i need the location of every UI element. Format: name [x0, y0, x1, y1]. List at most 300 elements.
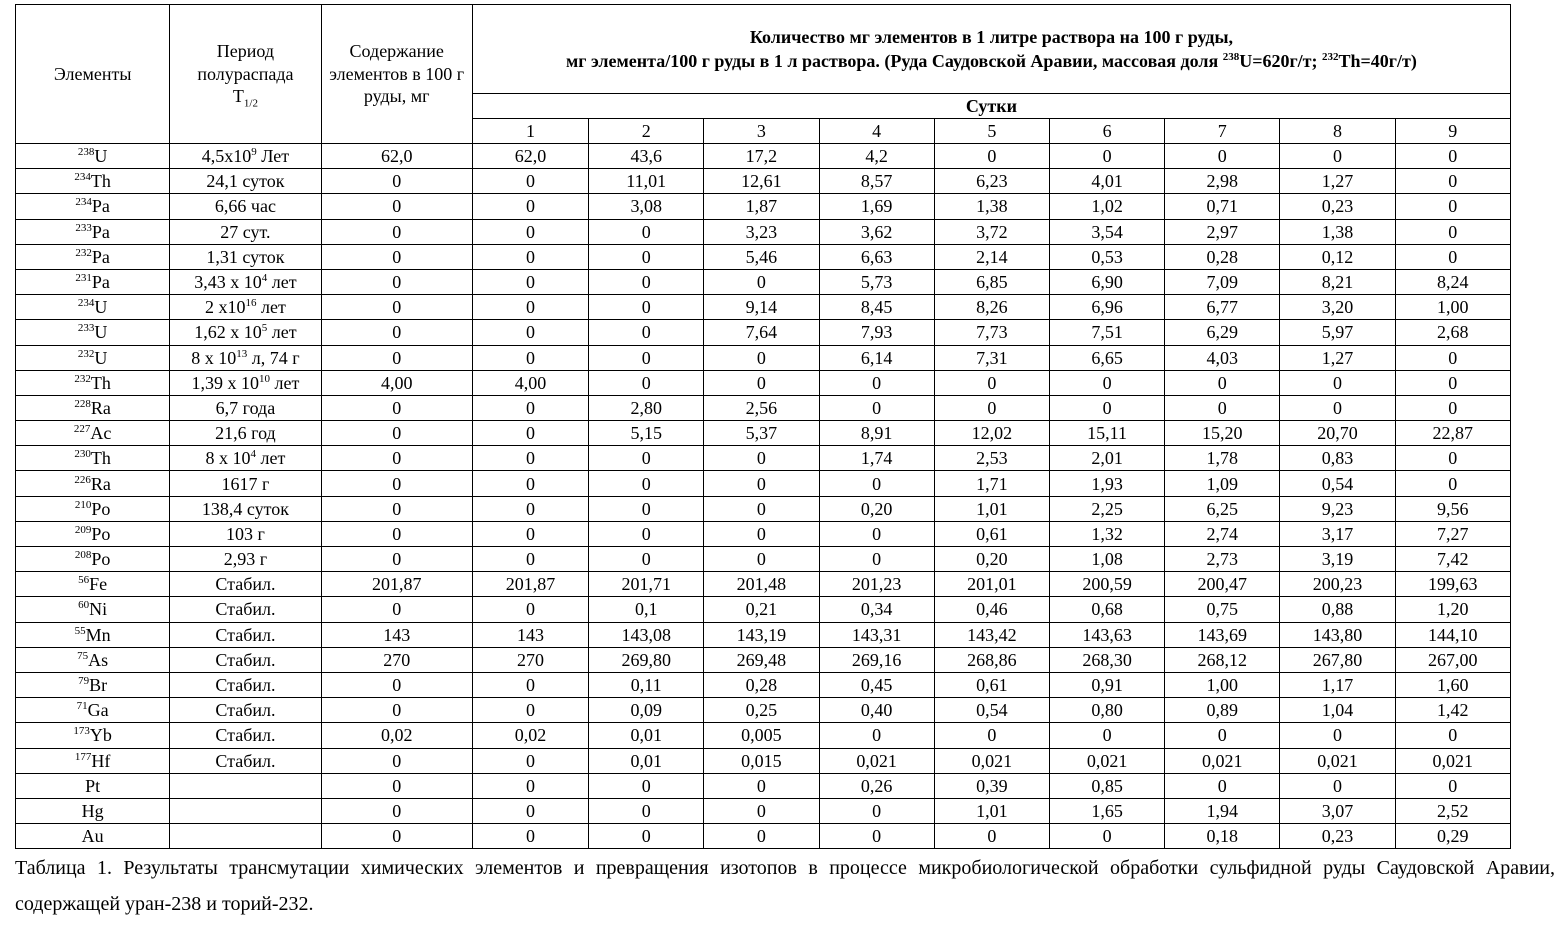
day-value-cell: 0,20: [819, 496, 934, 521]
day-value-cell: 143,19: [704, 622, 819, 647]
day-value-cell: 2,01: [1049, 446, 1164, 471]
day-value-cell: 9,14: [704, 295, 819, 320]
mass-number: 232: [74, 372, 91, 385]
day-value-cell: 2,97: [1165, 219, 1280, 244]
day-value-cell: 2,98: [1165, 169, 1280, 194]
day-value-cell: 268,30: [1049, 647, 1164, 672]
table-row: [16, 370, 1511, 395]
day-value-cell: 2,73: [1165, 547, 1280, 572]
day-value-cell: 0: [472, 446, 588, 471]
day-value-cell: 0: [704, 547, 819, 572]
day-value-cell: 0: [472, 194, 588, 219]
element-symbol: Br: [89, 675, 108, 696]
day-value-cell: 0,54: [934, 698, 1049, 723]
day-value-cell: 143,69: [1165, 622, 1280, 647]
table-row: [16, 723, 1511, 748]
day-value-cell: 6,96: [1049, 295, 1164, 320]
mass-number: 238: [77, 146, 95, 159]
day-value-cell: 144,10: [1395, 622, 1510, 647]
day-value-cell: 1,27: [1280, 345, 1395, 370]
day-value-cell: 5,97: [1280, 320, 1395, 345]
day-value-cell: 200,59: [1049, 572, 1164, 597]
table-caption: Таблица 1. Результаты трансмутации химических элементов и превращения изотопов в процессе микробиологической обработки сульфидной руды Саудовской Аравии, содержащей уран-238 и торий-232.: [15, 857, 1555, 915]
day-value-cell: 0: [1395, 194, 1510, 219]
day-value-cell: 1,02: [1049, 194, 1164, 219]
day-value-cell: 0: [819, 521, 934, 546]
main-header-line1: Количество мг элементов в 1 литре раствора на 100 г руды,: [749, 26, 1234, 47]
day-value-cell: 0: [1165, 723, 1280, 748]
day-value-cell: 1,93: [1049, 471, 1164, 496]
day-value-cell: 1,60: [1395, 672, 1510, 697]
content-cell: 0: [321, 798, 472, 823]
element-cell: [16, 421, 170, 446]
table-row: [16, 622, 1511, 647]
day-value-cell: 1,09: [1165, 471, 1280, 496]
element-cell: [16, 748, 170, 773]
day-value-cell: 0: [589, 496, 704, 521]
element-cell: [16, 471, 170, 496]
day-number-header: 4: [819, 119, 934, 144]
day-value-cell: 8,45: [819, 295, 934, 320]
element-cell: [16, 824, 170, 849]
table-row: [16, 597, 1511, 622]
day-value-cell: 0: [1280, 723, 1395, 748]
day-value-cell: 0: [1395, 219, 1510, 244]
day-value-cell: 0: [472, 773, 588, 798]
day-value-cell: 0,61: [934, 672, 1049, 697]
day-value-cell: 143,42: [934, 622, 1049, 647]
day-value-cell: 43,6: [589, 144, 704, 169]
day-value-cell: 0: [1165, 773, 1280, 798]
day-value-cell: 0: [589, 547, 704, 572]
element-cell: [16, 647, 170, 672]
halflife-subscript: 1/2: [243, 97, 258, 110]
exponent: 13: [236, 347, 248, 360]
element-cell: [16, 320, 170, 345]
element-cell: [16, 496, 170, 521]
exponent: 16: [245, 297, 257, 310]
halflife-cell: 3,43 x $10^4$ лет: [170, 269, 321, 294]
element-symbol: U: [94, 146, 108, 167]
day-value-cell: 0: [934, 370, 1049, 395]
day-value-cell: 3,07: [1280, 798, 1395, 823]
day-value-cell: 199,63: [1395, 572, 1510, 597]
content-cell: 4,00: [321, 370, 472, 395]
halflife-symbol: T: [232, 86, 244, 107]
element-cell: [16, 144, 170, 169]
day-value-cell: 2,74: [1165, 521, 1280, 546]
element-symbol: Hf: [91, 750, 111, 771]
mass-number: 79: [78, 675, 90, 688]
halflife-cell: 24,1 суток: [170, 169, 321, 194]
days-header: Сутки: [472, 94, 1510, 119]
day-value-cell: 0: [704, 471, 819, 496]
day-value-cell: 1,04: [1280, 698, 1395, 723]
halflife-cell: [170, 773, 321, 798]
content-cell: 0: [321, 269, 472, 294]
day-value-cell: 0: [1165, 144, 1280, 169]
day-value-cell: 0: [472, 471, 588, 496]
day-value-cell: 5,46: [704, 244, 819, 269]
day-value-cell: 200,23: [1280, 572, 1395, 597]
day-value-cell: 267,00: [1395, 647, 1510, 672]
element-cell: [16, 521, 170, 546]
day-value-cell: 0: [704, 824, 819, 849]
day-value-cell: 12,02: [934, 421, 1049, 446]
day-number-header: 6: [1049, 119, 1164, 144]
day-value-cell: 0,54: [1280, 471, 1395, 496]
day-value-cell: 0,015: [704, 748, 819, 773]
day-value-cell: 5,15: [589, 421, 704, 446]
day-value-cell: 1,38: [1280, 219, 1395, 244]
day-value-cell: 1,01: [934, 798, 1049, 823]
day-value-cell: 2,14: [934, 244, 1049, 269]
day-value-cell: 0: [472, 169, 588, 194]
table-row: [16, 244, 1511, 269]
day-value-cell: 0,34: [819, 597, 934, 622]
day-value-cell: 9,56: [1395, 496, 1510, 521]
day-value-cell: 0: [589, 471, 704, 496]
element-symbol: Th: [90, 171, 111, 192]
day-value-cell: 269,80: [589, 647, 704, 672]
element-symbol: Pa: [91, 196, 110, 217]
element-symbol: Ra: [90, 397, 111, 418]
day-value-cell: 1,69: [819, 194, 934, 219]
content-cell: 0: [321, 395, 472, 420]
day-value-cell: 143,80: [1280, 622, 1395, 647]
day-value-cell: 0: [704, 798, 819, 823]
day-value-cell: 0,021: [1395, 748, 1510, 773]
day-value-cell: 201,87: [472, 572, 588, 597]
results-table: [15, 4, 1511, 849]
day-number-header: 7: [1165, 119, 1280, 144]
day-value-cell: 2,68: [1395, 320, 1510, 345]
mass-number: 208: [74, 549, 92, 562]
day-value-cell: 0,89: [1165, 698, 1280, 723]
day-value-cell: 1,00: [1165, 672, 1280, 697]
day-value-cell: 0: [934, 723, 1049, 748]
day-value-cell: 0: [472, 521, 588, 546]
content-cell: 0: [321, 244, 472, 269]
mass-number: 227: [73, 423, 91, 436]
uranium-isotope-sup: 238: [1222, 51, 1240, 63]
day-value-cell: 0: [1280, 370, 1395, 395]
mass-number: 173: [73, 725, 90, 738]
day-value-cell: 267,80: [1280, 647, 1395, 672]
day-value-cell: 200,47: [1165, 572, 1280, 597]
content-cell: 0: [321, 547, 472, 572]
day-value-cell: 0: [1395, 471, 1510, 496]
table-row: [16, 647, 1511, 672]
day-value-cell: 0: [1049, 395, 1164, 420]
element-symbol: Pt: [85, 775, 101, 796]
day-value-cell: 1,74: [819, 446, 934, 471]
day-value-cell: 6,90: [1049, 269, 1164, 294]
day-value-cell: 0,02: [472, 723, 588, 748]
day-value-cell: 15,11: [1049, 421, 1164, 446]
day-value-cell: 17,2: [704, 144, 819, 169]
day-value-cell: 0: [589, 345, 704, 370]
table-row: [16, 471, 1511, 496]
day-value-cell: 1,42: [1395, 698, 1510, 723]
element-cell: [16, 395, 170, 420]
day-value-cell: 3,23: [704, 219, 819, 244]
day-value-cell: 0,40: [819, 698, 934, 723]
day-value-cell: 8,26: [934, 295, 1049, 320]
day-value-cell: 3,20: [1280, 295, 1395, 320]
mass-number: 56: [78, 574, 90, 587]
day-value-cell: 0: [1049, 824, 1164, 849]
halflife-cell: 27 сут.: [170, 219, 321, 244]
day-value-cell: 0: [819, 370, 934, 395]
content-cell: 0: [321, 219, 472, 244]
halflife-cell: 6,7 года: [170, 395, 321, 420]
day-value-cell: 0: [589, 295, 704, 320]
halflife-cell: Стабил.: [170, 672, 321, 697]
table-row: [16, 798, 1511, 823]
element-symbol: U: [94, 347, 108, 368]
exponent: 10: [259, 372, 271, 385]
day-value-cell: 0: [472, 269, 588, 294]
day-value-cell: 3,54: [1049, 219, 1164, 244]
day-value-cell: 0: [704, 345, 819, 370]
exponent: 4: [250, 448, 257, 461]
day-number-header: 9: [1395, 119, 1510, 144]
content-cell: 0: [321, 521, 472, 546]
day-value-cell: 0: [1395, 169, 1510, 194]
day-value-cell: 268,86: [934, 647, 1049, 672]
day-value-cell: 0: [589, 219, 704, 244]
table-row: [16, 320, 1511, 345]
day-value-cell: 0: [819, 471, 934, 496]
day-value-cell: 0: [472, 395, 588, 420]
day-value-cell: 7,93: [819, 320, 934, 345]
element-symbol: Po: [91, 549, 111, 570]
content-cell: 62,0: [321, 144, 472, 169]
day-value-cell: 12,61: [704, 169, 819, 194]
table-row: [16, 219, 1511, 244]
content-cell: 0: [321, 773, 472, 798]
mass-number: 226: [74, 473, 91, 486]
day-value-cell: 269,16: [819, 647, 934, 672]
day-value-cell: 4,03: [1165, 345, 1280, 370]
day-value-cell: 0,25: [704, 698, 819, 723]
content-cell: 201,87: [321, 572, 472, 597]
day-value-cell: 0,39: [934, 773, 1049, 798]
halflife-cell: Стабил.: [170, 723, 321, 748]
day-value-cell: 143: [472, 622, 588, 647]
day-value-cell: 268,12: [1165, 647, 1280, 672]
day-value-cell: 0: [589, 320, 704, 345]
day-value-cell: 6,23: [934, 169, 1049, 194]
day-value-cell: 0: [472, 219, 588, 244]
day-value-cell: 0: [589, 521, 704, 546]
halflife-cell: 138,4 суток: [170, 496, 321, 521]
thorium-isotope-sup: 232: [1322, 51, 1339, 63]
mass-number: 232: [77, 347, 95, 360]
day-value-cell: 0,80: [1049, 698, 1164, 723]
element-cell: [16, 672, 170, 697]
halflife-cell: 6,66 час: [170, 194, 321, 219]
day-value-cell: 0: [472, 698, 588, 723]
day-value-cell: 0: [704, 370, 819, 395]
day-value-cell: 0,01: [589, 748, 704, 773]
mass-number: 71: [76, 700, 88, 713]
halflife-cell: 1,31 суток: [170, 244, 321, 269]
element-cell: [16, 295, 170, 320]
day-value-cell: 5,37: [704, 421, 819, 446]
content-cell: 143: [321, 622, 472, 647]
day-value-cell: 22,87: [1395, 421, 1510, 446]
day-value-cell: 3,17: [1280, 521, 1395, 546]
day-value-cell: 143,08: [589, 622, 704, 647]
exponent: 4: [261, 272, 268, 285]
mass-number: 60: [78, 599, 90, 612]
day-value-cell: 1,27: [1280, 169, 1395, 194]
day-value-cell: 0,28: [704, 672, 819, 697]
element-cell: [16, 698, 170, 723]
element-symbol: Pa: [91, 221, 110, 242]
day-value-cell: 0,26: [819, 773, 934, 798]
element-cell: [16, 773, 170, 798]
day-value-cell: 0: [1280, 773, 1395, 798]
day-value-cell: 8,21: [1280, 269, 1395, 294]
day-value-cell: 201,23: [819, 572, 934, 597]
table-row: [16, 824, 1511, 849]
day-value-cell: 0: [472, 798, 588, 823]
content-cell: 0: [321, 471, 472, 496]
day-value-cell: 1,01: [934, 496, 1049, 521]
day-number-header: 5: [934, 119, 1049, 144]
day-value-cell: 0: [1280, 395, 1395, 420]
content-cell: 0: [321, 345, 472, 370]
day-value-cell: 7,27: [1395, 521, 1510, 546]
table-row: [16, 144, 1511, 169]
day-value-cell: 0,83: [1280, 446, 1395, 471]
day-value-cell: 1,20: [1395, 597, 1510, 622]
day-value-cell: 201,71: [589, 572, 704, 597]
day-value-cell: 4,00: [472, 370, 588, 395]
day-value-cell: 0: [589, 798, 704, 823]
day-value-cell: 0: [472, 496, 588, 521]
day-value-cell: 0: [472, 672, 588, 697]
col-header-element: Элементы: [16, 5, 170, 144]
day-value-cell: 0: [589, 370, 704, 395]
content-cell: 0: [321, 824, 472, 849]
day-value-cell: 6,77: [1165, 295, 1280, 320]
day-value-cell: 8,24: [1395, 269, 1510, 294]
element-cell: [16, 446, 170, 471]
mass-number: 55: [74, 624, 86, 637]
mass-number: 233: [77, 322, 95, 335]
day-number-header: 1: [472, 119, 588, 144]
day-value-cell: 0: [1395, 345, 1510, 370]
day-value-cell: 0: [704, 521, 819, 546]
element-symbol: Pa: [91, 246, 110, 267]
day-value-cell: 0,71: [1165, 194, 1280, 219]
element-cell: [16, 219, 170, 244]
element-cell: [16, 194, 170, 219]
day-value-cell: 0: [472, 320, 588, 345]
day-value-cell: 6,29: [1165, 320, 1280, 345]
content-cell: 0: [321, 748, 472, 773]
day-value-cell: 5,73: [819, 269, 934, 294]
day-value-cell: 143,31: [819, 622, 934, 647]
day-number-header: 8: [1280, 119, 1395, 144]
day-value-cell: 0,23: [1280, 194, 1395, 219]
day-value-cell: 0,28: [1165, 244, 1280, 269]
day-value-cell: 0: [589, 269, 704, 294]
content-cell: 0: [321, 446, 472, 471]
mass-number: 231: [75, 272, 92, 285]
day-value-cell: 0: [819, 547, 934, 572]
halflife-cell: 8 x $10^4$ лет: [170, 446, 321, 471]
element-symbol: Ac: [90, 423, 112, 444]
day-value-cell: 0: [1049, 723, 1164, 748]
day-value-cell: 0,20: [934, 547, 1049, 572]
day-value-cell: 143,63: [1049, 622, 1164, 647]
day-value-cell: 0,021: [1049, 748, 1164, 773]
element-symbol: Yb: [89, 725, 112, 746]
col-header-content: Содержание элементов в 100 г руды, мг: [321, 5, 472, 144]
day-value-cell: 0: [472, 295, 588, 320]
mass-number: 234: [74, 171, 91, 184]
day-value-cell: 0: [1395, 244, 1510, 269]
day-value-cell: 0,68: [1049, 597, 1164, 622]
day-value-cell: 0,12: [1280, 244, 1395, 269]
day-value-cell: 20,70: [1280, 421, 1395, 446]
day-value-cell: 0: [472, 547, 588, 572]
element-cell: [16, 622, 170, 647]
day-value-cell: 0: [472, 824, 588, 849]
halflife-cell: Стабил.: [170, 622, 321, 647]
content-cell: 270: [321, 647, 472, 672]
content-cell: 0,02: [321, 723, 472, 748]
element-symbol: U: [94, 297, 108, 318]
table-row: [16, 269, 1511, 294]
day-value-cell: 0,021: [1165, 748, 1280, 773]
day-value-cell: 7,51: [1049, 320, 1164, 345]
day-value-cell: 8,57: [819, 169, 934, 194]
day-value-cell: 2,53: [934, 446, 1049, 471]
table-row: [16, 572, 1511, 597]
day-value-cell: 0,021: [819, 748, 934, 773]
day-value-cell: 0: [704, 269, 819, 294]
day-value-cell: 0: [819, 798, 934, 823]
element-cell: [16, 370, 170, 395]
day-value-cell: 15,20: [1165, 421, 1280, 446]
table-row: [16, 421, 1511, 446]
day-value-cell: 2,56: [704, 395, 819, 420]
day-value-cell: 9,23: [1280, 496, 1395, 521]
element-symbol: Au: [81, 826, 104, 847]
table-row: [16, 547, 1511, 572]
element-cell: [16, 723, 170, 748]
day-value-cell: 0,88: [1280, 597, 1395, 622]
day-value-cell: 0: [1049, 370, 1164, 395]
day-value-cell: 7,09: [1165, 269, 1280, 294]
element-symbol: Mn: [85, 624, 111, 645]
mass-number: 234: [75, 196, 92, 209]
col-header-main: [472, 5, 1510, 94]
table-row: [16, 169, 1511, 194]
day-value-cell: 0: [704, 446, 819, 471]
day-value-cell: 2,52: [1395, 798, 1510, 823]
day-value-cell: 0: [1395, 370, 1510, 395]
table-row: [16, 748, 1511, 773]
day-value-cell: 3,72: [934, 219, 1049, 244]
day-value-cell: 1,78: [1165, 446, 1280, 471]
